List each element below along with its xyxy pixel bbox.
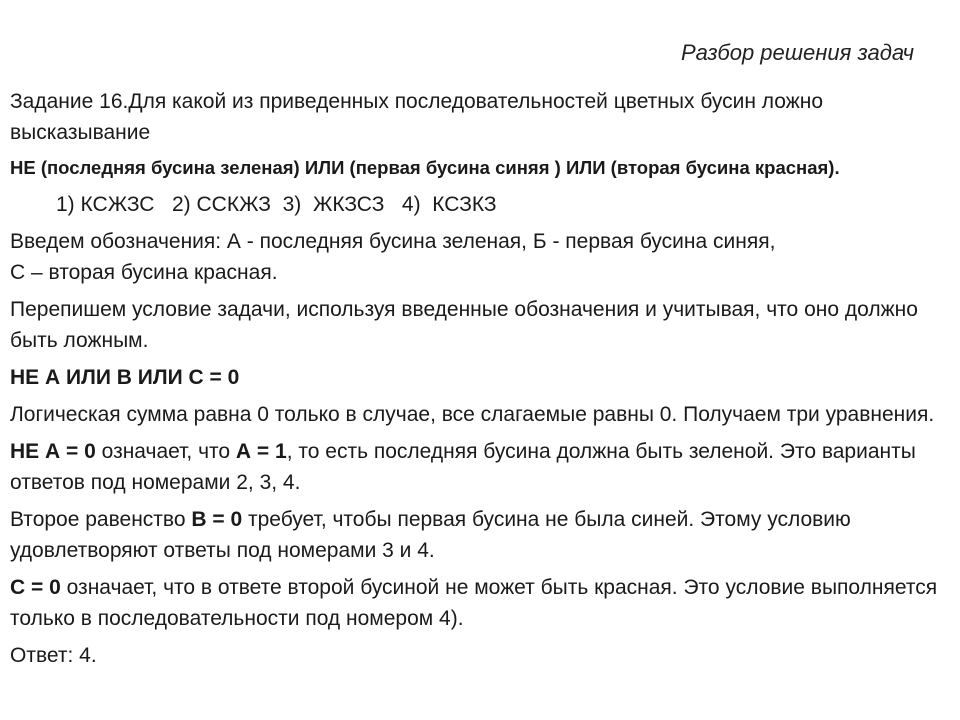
option-4: 4) КСЗКЗ xyxy=(401,193,497,216)
equation-1-paragraph: НЕ А = 0 означает, что А = 1, то есть последняя бусина должна быть зеленой. Это варианты ответов под номерами 2, 3, 4. xyxy=(10,440,916,494)
eq2-value: В = 0 xyxy=(191,508,243,531)
answer-options xyxy=(10,189,945,220)
equation-3-paragraph: С = 0 означает, что в ответе второй бусиной не может быть красная. Это условие выполняется только в последовательности под номером 4). xyxy=(10,576,938,630)
final-answer: Ответ: 4. xyxy=(10,644,97,667)
rewrite-paragraph: Перепишем условие задачи, используя введенные обозначения и учитывая, что оно должно быть ложным. xyxy=(10,298,918,352)
notation-line-1: Введем обозначения: А - последняя бусина зеленая, Б - первая бусина синяя, xyxy=(10,230,776,253)
logic-sum-paragraph: Логическая сумма равна 0 только в случае, все слагаемые равны 0. Получаем три уравнения. xyxy=(10,403,935,426)
task-statement xyxy=(10,86,945,148)
eq3-value: С = 0 xyxy=(10,576,61,599)
notation-line-2: С – вторая бусина красная. xyxy=(10,261,278,284)
option-3: 3) ЖКЗСЗ xyxy=(282,193,385,216)
task-text: Для какой из приведенных последовательностей цветных бусин ложно высказывание xyxy=(10,90,824,144)
eq1-lhs: НЕ А = 0 xyxy=(10,440,96,463)
slide-title: Разбор решения задач xyxy=(680,40,914,65)
solution-content xyxy=(10,86,945,671)
option-2: 2) ССКЖЗ xyxy=(171,193,271,216)
option-1: 1) КСЖЗС xyxy=(56,193,155,216)
eq1-value: А = 1 xyxy=(235,440,287,463)
notation-paragraph xyxy=(10,226,945,288)
equation-2-paragraph: Второе равенство В = 0 требует, чтобы первая бусина не была синей. Этому условию удовлетворяют ответы под номерами 3 и 4. xyxy=(10,508,851,562)
logic-equation: НЕ А ИЛИ В ИЛИ С = 0 xyxy=(10,366,240,389)
task-label: Задание 16. xyxy=(10,90,129,113)
task-condition: НЕ (последняя бусина зеленая) ИЛИ (первая бусина синяя ) ИЛИ (вторая бусина красная). xyxy=(10,157,840,178)
